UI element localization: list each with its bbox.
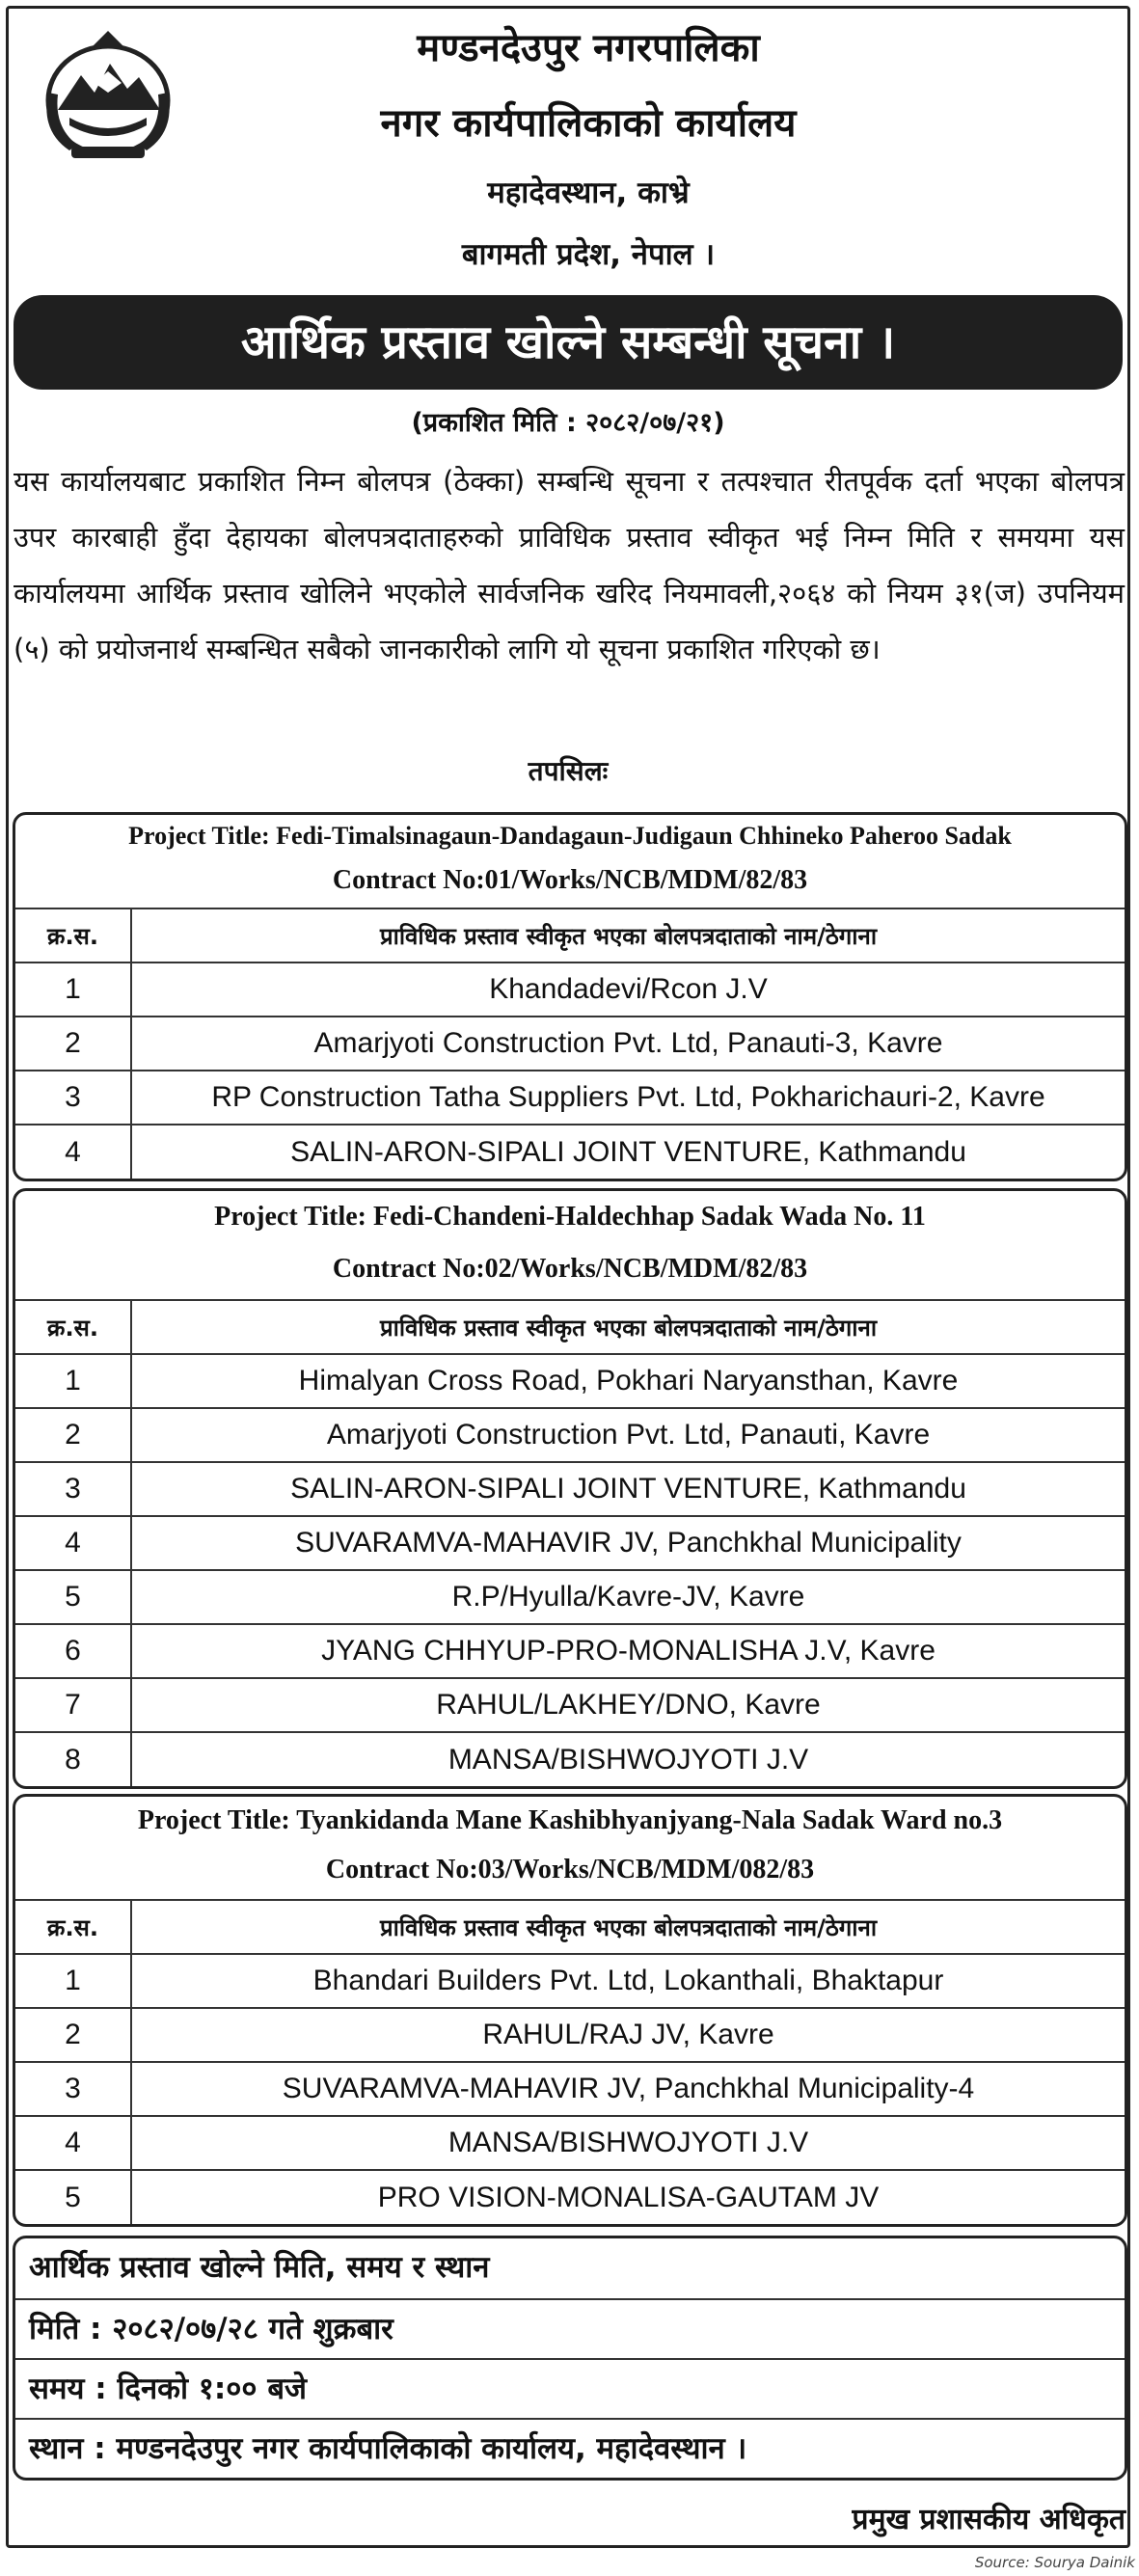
bidder-header: प्राविधिक प्रस्ताव स्वीकृत भएका बोलपत्रदाताको नाम/ठेगाना [131, 1900, 1125, 1954]
opening-heading: आर्थिक प्रस्ताव खोल्ने मिति, समय र स्थान [29, 2250, 490, 2285]
row-sn: 6 [15, 1624, 131, 1678]
row-sn: 5 [15, 1570, 131, 1624]
table-row [15, 2170, 1125, 2224]
project-box-1 [13, 812, 1127, 1181]
row-sn: 7 [15, 1678, 131, 1732]
bidder-name: Himalyan Cross Road, Pokhari Naryansthan, Kavre [131, 1354, 1125, 1408]
table-row [15, 1125, 1125, 1179]
bidder-name: Amarjyoti Construction Pvt. Ltd, Panauti-3, Kavre [131, 1017, 1125, 1071]
opening-date: मिति : २०८२/०७/२८ गते शुक्रबार [15, 2298, 1125, 2358]
sn-header: क्र.स. [15, 908, 131, 963]
bidder-name: Bhandari Builders Pvt. Ltd, Lokanthali, Bhaktapur [131, 1954, 1125, 2008]
row-sn: 2 [15, 1408, 131, 1462]
bidder-name: SALIN-ARON-SIPALI JOINT VENTURE, Kathmandu [131, 1125, 1125, 1179]
notice-title-banner: आर्थिक प्रस्ताव खोल्ने सम्बन्धी सूचना । [14, 295, 1123, 390]
bidder-name: RAHUL/LAKHEY/DNO, Kavre [131, 1678, 1125, 1732]
contract-number: Contract No:02/Works/NCB/MDM/82/83 [332, 1254, 808, 1284]
bidder-name: Khandadevi/Rcon J.V [131, 963, 1125, 1017]
table-row [15, 1408, 1125, 1462]
details-label: तपसिलः [528, 755, 609, 787]
source-credit: Source: Sourya Dainik [974, 2554, 1135, 2571]
table-row [15, 2116, 1125, 2170]
table-row [15, 1516, 1125, 1570]
opening-place: स्थान : मण्डनदेउपुर नगर कार्यपालिकाको कार्यालय, महादेवस्थान । [15, 2418, 1125, 2478]
bidder-header: प्राविधिक प्रस्ताव स्वीकृत भएका बोलपत्रदाताको नाम/ठेगाना [131, 908, 1125, 963]
row-sn: 3 [15, 1462, 131, 1516]
table-row [15, 1954, 1125, 2008]
bidder-name: MANSA/BISHWOJYOTI J.V [131, 1732, 1125, 1786]
project-box-3 [13, 1794, 1127, 2227]
province-country: बागमती प्रदेश, नेपाल । [461, 237, 716, 272]
published-date: (प्रकाशित मिति : २०८२/०७/२१) [411, 408, 725, 438]
project-title: Project Title: Fedi-Chandeni-Haldechhap Sadak Wada No. 11 [214, 1202, 926, 1232]
row-sn: 2 [15, 2008, 131, 2062]
project-title: Project Title: Tyankidanda Mane Kashibhyanjyang-Nala Sadak Ward no.3 [137, 1805, 1003, 1835]
table-row [15, 963, 1125, 1017]
table-row [15, 1017, 1125, 1071]
table-row [15, 2008, 1125, 2062]
table-row [15, 1678, 1125, 1732]
opening-time: समय : दिनको १:०० बजे [15, 2358, 1125, 2418]
table-row [15, 1624, 1125, 1678]
table-row [15, 1732, 1125, 1786]
row-sn: 2 [15, 1017, 131, 1071]
bidder-name: JYANG CHHYUP-PRO-MONALISHA J.V, Kavre [131, 1624, 1125, 1678]
office-location: महादेवस्थान, काभ्रे [487, 176, 690, 210]
row-sn: 1 [15, 1354, 131, 1408]
row-sn: 4 [15, 1125, 131, 1179]
bidder-table [15, 1299, 1125, 1786]
table-row [15, 1570, 1125, 1624]
sn-header: क्र.स. [15, 1300, 131, 1354]
table-row [15, 2062, 1125, 2116]
opening-info-box [13, 2236, 1127, 2481]
bidder-name: SUVARAMVA-MAHAVIR JV, Panchkhal Municipality-4 [131, 2062, 1125, 2116]
nepal-emblem-icon [31, 25, 185, 168]
bidder-name: Amarjyoti Construction Pvt. Ltd, Panauti, Kavre [131, 1408, 1125, 1462]
bidder-name: RAHUL/RAJ JV, Kavre [131, 2008, 1125, 2062]
row-sn: 5 [15, 2170, 131, 2224]
bidder-name: MANSA/BISHWOJYOTI J.V [131, 2116, 1125, 2170]
project-title: Project Title: Fedi-Timalsinagaun-Dandagaun-Judigaun Chhineko Paheroo Sadak [128, 822, 1012, 850]
bidder-name: R.P/Hyulla/Kavre-JV, Kavre [131, 1570, 1125, 1624]
bidder-table [15, 1899, 1125, 2224]
intro-paragraph: यस कार्यालयबाट प्रकाशित निम्न बोलपत्र (ठेक्का) सम्बन्धि सूचना र तत्पश्चात रीतपूर्वक दर्ता भएका बोलपत्र उपर कारबाही हुँदा देहायका बोलपत्रदाताहरुको प्राविधिक प्रस्ताव स्वीकृत भई निम्न मिति र समयमा यस कार्यालयमा आर्थिक प्रस्ताव खोलिने भएकोले सार्वजनिक खरिद नियमावली,२०६४ को नियम ३१(ज) उपनियम (५) को प्रयोजनार्थ सम्बन्धित सबैको जानकारीको लागि यो सूचना प्रकाशित गरिएको छ। [14, 465, 1125, 665]
bidder-name: SUVARAMVA-MAHAVIR JV, Panchkhal Municipality [131, 1516, 1125, 1570]
row-sn: 3 [15, 2062, 131, 2116]
table-row [15, 1462, 1125, 1516]
project-box-2 [13, 1188, 1127, 1789]
sn-header: क्र.स. [15, 1900, 131, 1954]
municipality-name: मण्डनदेउपुर नगरपालिका [417, 26, 760, 70]
bidder-name: PRO VISION-MONALISA-GAUTAM JV [131, 2170, 1125, 2224]
bidder-name: RP Construction Tatha Suppliers Pvt. Ltd, Pokharichauri-2, Kavre [131, 1071, 1125, 1125]
row-sn: 1 [15, 1954, 131, 2008]
bidder-table [15, 908, 1125, 1179]
signatory: प्रमुख प्रशासकीय अधिकृत [852, 2503, 1125, 2536]
table-row [15, 1354, 1125, 1408]
contract-number: Contract No:01/Works/NCB/MDM/82/83 [332, 865, 808, 895]
row-sn: 1 [15, 963, 131, 1017]
bidder-name: SALIN-ARON-SIPALI JOINT VENTURE, Kathmandu [131, 1462, 1125, 1516]
table-row [15, 1071, 1125, 1125]
office-name: नगर कार्यपालिकाको कार्यालय [380, 101, 797, 146]
contract-number: Contract No:03/Works/NCB/MDM/082/83 [325, 1855, 815, 1885]
row-sn: 3 [15, 1071, 131, 1125]
row-sn: 4 [15, 1516, 131, 1570]
row-sn: 8 [15, 1732, 131, 1786]
row-sn: 4 [15, 2116, 131, 2170]
bidder-header: प्राविधिक प्रस्ताव स्वीकृत भएका बोलपत्रदाताको नाम/ठेगाना [131, 1300, 1125, 1354]
